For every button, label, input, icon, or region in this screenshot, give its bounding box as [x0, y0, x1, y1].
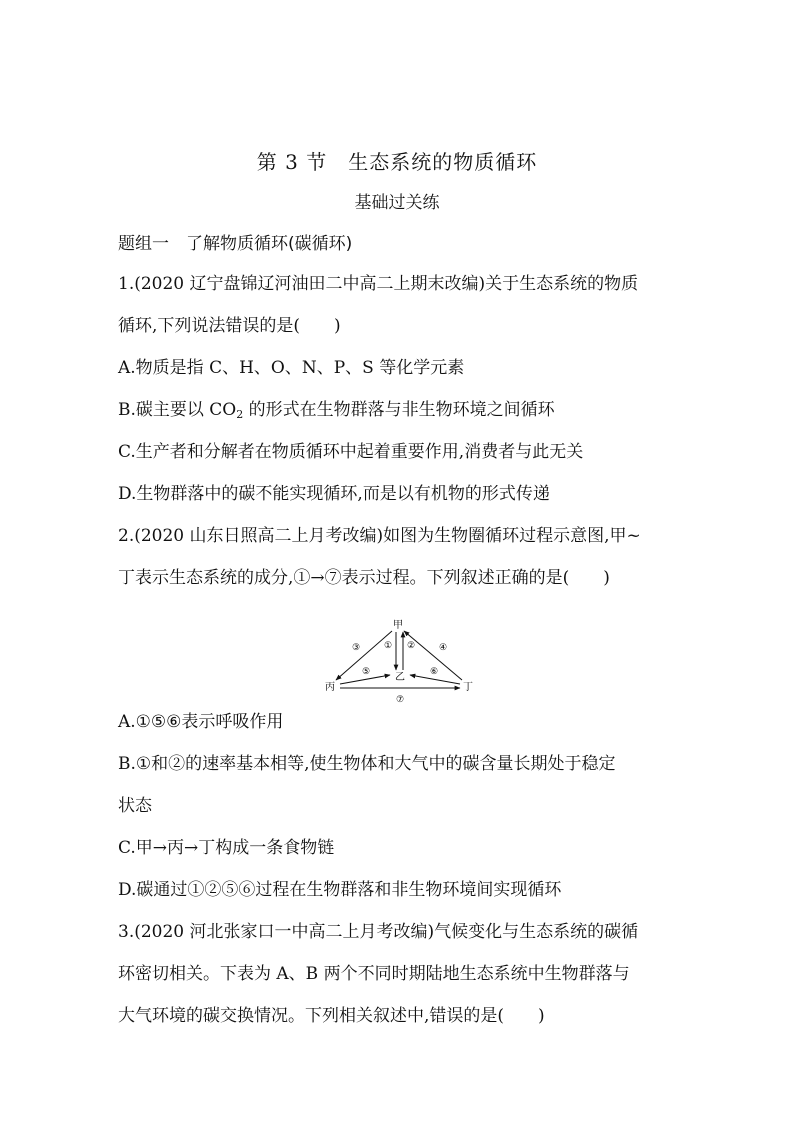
carbon-cycle-diagram	[310, 618, 490, 708]
q1-option-d: D.生物群落中的碳不能实现循环,而是以有机物的形式传递	[118, 484, 550, 504]
q1-option-b-sub: 2	[236, 408, 244, 421]
label-6: ⑥	[429, 667, 439, 677]
q3-stem-line1: 3.(2020 河北张家口一中高二上月考改编)气候变化与生态系统的碳循	[118, 922, 639, 942]
q1-option-b	[118, 398, 688, 427]
q2-option-c: C.甲→丙→丁构成一条食物链	[118, 838, 335, 858]
section-subtitle: 基础过关练	[354, 193, 440, 213]
q1-stem-line1: 1.(2020 辽宁盘锦辽河油田二中高二上期末改编)关于生态系统的物质	[118, 274, 639, 294]
label-5: ⑤	[361, 667, 371, 677]
q1-stem-line2: 循环,下列说法错误的是( )	[118, 316, 341, 336]
q2-option-b-line2: 状态	[118, 796, 152, 816]
q2-stem-line1: 2.(2020 山东日照高二上月考改编)如图为生物圈循环过程示意图,甲~	[118, 526, 641, 546]
q1-option-c: C.生产者和分解者在物质循环中起着重要作用,消费者与此无关	[118, 442, 584, 462]
q2-stem-line2: 丁表示生态系统的成分,①→⑦表示过程。下列叙述正确的是( )	[118, 568, 610, 588]
node-jia: 甲	[393, 620, 403, 631]
node-bing: 丙	[325, 682, 335, 693]
label-3: ③	[351, 643, 361, 653]
node-yi: 乙	[395, 672, 405, 683]
q3-stem-line2: 环密切相关。下表为 A、B 两个不同时期陆地生态系统中生物群落与	[118, 964, 630, 984]
section-title: 第 3 节 生态系统的物质循环	[256, 150, 538, 174]
label-1: ①	[383, 641, 393, 651]
q1-option-a: A.物质是指 C、H、O、N、P、S 等化学元素	[118, 358, 465, 378]
q2-option-a: A.①⑤⑥表示呼吸作用	[118, 712, 284, 732]
q1-option-b-post: 的形式在生物群落与非生物环境之间循环	[243, 400, 555, 420]
q2-option-d: D.碳通过①②⑤⑥过程在生物群落和非生物环境间实现循环	[118, 880, 562, 900]
label-2: ②	[406, 641, 416, 651]
node-ding: 丁	[463, 682, 473, 693]
label-4: ④	[438, 643, 448, 653]
question-group-heading: 题组一 了解物质循环(碳循环)	[118, 234, 353, 254]
label-7: ⑦	[395, 695, 405, 705]
q1-option-b-pre: B.碳主要以 CO	[118, 400, 237, 420]
q3-stem-line3: 大气环境的碳交换情况。下列相关叙述中,错误的是( )	[118, 1006, 545, 1026]
q2-option-b-line1: B.①和②的速率基本相等,使生物体和大气中的碳含量长期处于稳定	[118, 754, 616, 774]
